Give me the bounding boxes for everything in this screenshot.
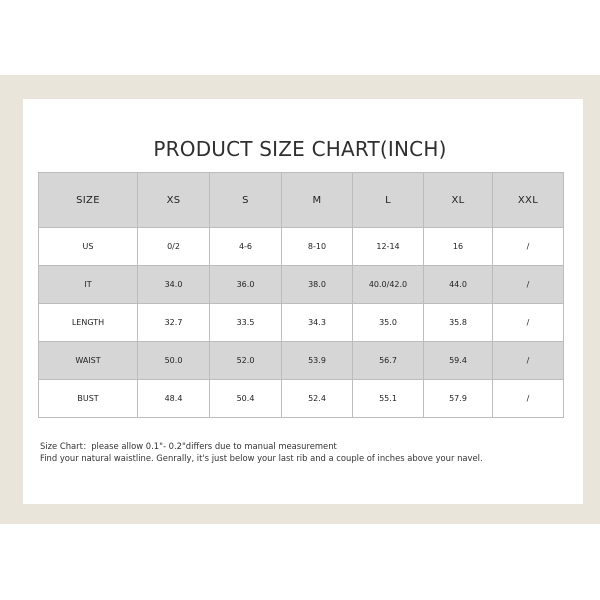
table-cell: / [493,380,564,418]
row-label: US [39,228,138,266]
table-cell: 52.0 [210,342,282,380]
table-cell: 48.4 [138,380,210,418]
table-cell: 53.9 [282,342,353,380]
table-row-bust [39,380,564,418]
row-label: BUST [39,380,138,418]
table-cell: 52.4 [282,380,353,418]
row-label: WAIST [39,342,138,380]
header-xxl: XXL [493,173,564,228]
table-cell: 40.0/42.0 [353,266,424,304]
table-cell: 38.0 [282,266,353,304]
table-cell: / [493,304,564,342]
header-size: SIZE [39,173,138,228]
table-cell: 12-14 [353,228,424,266]
header-xl: XL [424,173,493,228]
header-l: L [353,173,424,228]
waistline-note: Find your natural waistline. Genrally, it's just below your last rib and a couple of inches above your navel. [40,453,483,463]
row-label: LENGTH [39,304,138,342]
table-row-us [39,228,564,266]
table-cell: 33.5 [210,304,282,342]
table-cell: 50.0 [138,342,210,380]
measurement-note: Size Chart：please allow 0.1"- 0.2"differs due to manual measurement [40,441,337,451]
table-cell: / [493,228,564,266]
table-row-it [39,266,564,304]
table-cell: 59.4 [424,342,493,380]
table-cell: 56.7 [353,342,424,380]
table-cell: 36.0 [210,266,282,304]
header-row [39,173,564,228]
table-cell: 35.8 [424,304,493,342]
table-cell: 50.4 [210,380,282,418]
table-cell: / [493,342,564,380]
header-m: M [282,173,353,228]
table-cell: 35.0 [353,304,424,342]
table-cell: 34.0 [138,266,210,304]
row-label: IT [39,266,138,304]
size-table [38,172,564,418]
table-cell: / [493,266,564,304]
table-cell: 16 [424,228,493,266]
chart-title: PRODUCT SIZE CHART(INCH) [153,137,447,161]
table-cell: 4-6 [210,228,282,266]
table-row-waist [39,342,564,380]
table-cell: 44.0 [424,266,493,304]
header-s: S [210,173,282,228]
table-cell: 55.1 [353,380,424,418]
table-cell: 8-10 [282,228,353,266]
header-xs: XS [138,173,210,228]
table-cell: 0/2 [138,228,210,266]
table-cell: 57.9 [424,380,493,418]
table-cell: 32.7 [138,304,210,342]
table-row-length [39,304,564,342]
table-cell: 34.3 [282,304,353,342]
